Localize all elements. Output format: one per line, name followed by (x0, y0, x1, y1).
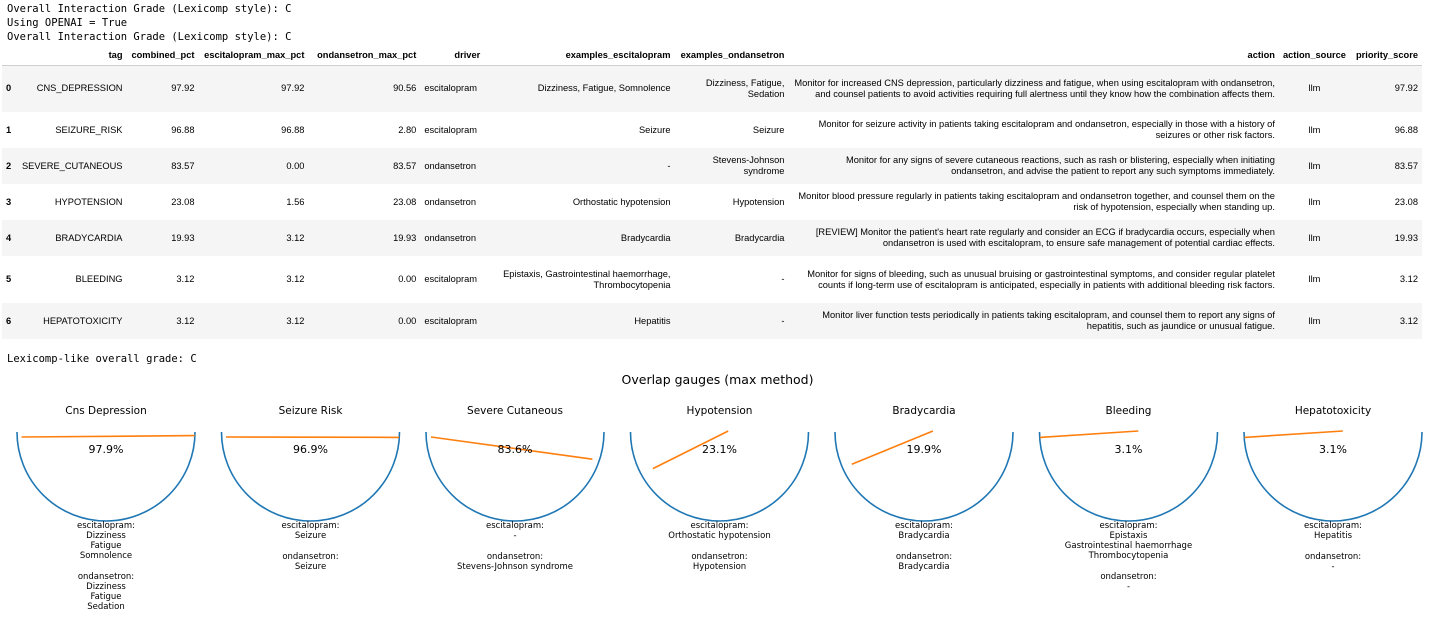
gauge-escitalopram-item: Hepatitis (1313, 531, 1353, 541)
cell-driver: escitalopram (424, 274, 478, 284)
cell-examples-escitalopram: Epistaxis, Gastrointestinal haemorrhage, Thrombocytopenia (503, 268, 671, 290)
gauge-ondansetron-header: ondansetron: (282, 552, 339, 562)
gauge-escitalopram-item: Seizure (294, 531, 327, 541)
column-header: action_source (1279, 45, 1350, 65)
gauge-escitalopram-header: escitalopram: (1303, 521, 1363, 531)
gauges-figure (0, 395, 1435, 617)
cell-examples-ondansetron: - (781, 274, 785, 284)
cell-examples-escitalopram: - (667, 160, 671, 171)
cell-driver: escitalopram (424, 124, 478, 135)
cell-action-source: llm (1308, 124, 1321, 135)
cell-tag: CNS_DEPRESSION (36, 83, 123, 94)
cell-escitalopram-max-pct: 3.12 (286, 315, 305, 326)
cell-examples-escitalopram: Orthostatic hypotension (572, 196, 671, 207)
cell-combined-pct: 19.93 (171, 232, 195, 243)
gauge-escitalopram-item: Thrombocytopenia (1088, 551, 1169, 561)
gauge-ondansetron-item: Seizure (294, 562, 327, 572)
cell-examples-ondansetron: Dizziness, Fatigue, Sedation (705, 77, 785, 99)
gauge-escitalopram-item: Dizziness (86, 531, 126, 541)
cell-examples-ondansetron: Seizure (752, 124, 785, 135)
column-header: tag (18, 45, 127, 65)
cell-tag: SEIZURE_RISK (55, 124, 123, 135)
cell-ondansetron-max-pct: 90.56 (393, 83, 417, 94)
cell-escitalopram-max-pct: 3.12 (286, 232, 305, 243)
cell-action: [REVIEW] Monitor the patient's heart rate regularly and consider an ECG if bradycardia occurs, especially when ondansetron is used with escitalopram, to ensure safe management of potential cardiac effects. (815, 227, 1275, 248)
cell-examples-ondansetron: Stevens-Johnson syndrome (712, 155, 785, 176)
column-header: examples_escitalopram (484, 45, 674, 65)
gauge-escitalopram-header: escitalopram: (76, 521, 136, 531)
gauge-escitalopram-header: escitalopram: (485, 521, 545, 531)
cell-examples-ondansetron: Hypotension (732, 196, 785, 207)
row-index: 0 (6, 83, 12, 94)
stdout-output (7, 2, 291, 44)
column-header: priority_score (1350, 45, 1422, 65)
gauge-title: Cns Depression (65, 405, 147, 417)
cell-examples-escitalopram: Seizure (638, 124, 671, 135)
cell-combined-pct: 83.57 (171, 160, 195, 171)
gauge-ondansetron-item: - (1331, 562, 1335, 572)
table-row (2, 303, 1422, 339)
cell-ondansetron-max-pct: 2.80 (398, 124, 417, 135)
gauge-ondansetron-header: ondansetron: (1100, 572, 1157, 582)
cell-ondansetron-max-pct: 19.93 (393, 232, 417, 243)
gauge-ondansetron-item: Hypotension (692, 562, 747, 572)
cell-action: Monitor for seizure activity in patients taking escitalopram and ondansetron, especially in those with a history of seizures or other risk factors. (818, 119, 1275, 140)
row-index: 3 (6, 196, 12, 207)
gauge-needle (1040, 431, 1138, 437)
row-index: 5 (6, 274, 12, 284)
gauges-figure-title: Overlap gauges (max method) (621, 372, 814, 387)
row-index: 2 (6, 160, 12, 171)
gauge-title: Seizure Risk (278, 405, 343, 417)
column-header: escitalopram_max_pct (198, 45, 308, 65)
gauge-ondansetron-item: Sedation (87, 602, 125, 612)
cell-tag: HEPATOTOXICITY (43, 315, 123, 326)
gauge-value-label: 96.9% (293, 443, 328, 456)
gauge-title: Bleeding (1105, 405, 1152, 417)
column-header: examples_ondansetron (675, 45, 789, 65)
cell-combined-pct: 97.92 (171, 83, 195, 94)
gauge-ondansetron-header: ondansetron: (691, 552, 748, 562)
cell-action: Monitor liver function tests periodically in patients taking escitalopram, and counsel them to report any signs of hepatitis, such as jaundice or unusual fatigue. (822, 310, 1275, 331)
cell-ondansetron-max-pct: 23.08 (393, 196, 417, 207)
cell-action-source: llm (1308, 160, 1321, 171)
column-header: action (788, 45, 1279, 65)
column-header: ondansetron_max_pct (308, 45, 420, 65)
cell-priority-score: 3.12 (1399, 315, 1418, 326)
cell-tag: SEVERE_CUTANEOUS (21, 160, 123, 171)
gauge-escitalopram-item: Fatigue (90, 541, 122, 551)
gauge-value-label: 23.1% (702, 443, 737, 456)
cell-combined-pct: 23.08 (171, 196, 195, 207)
index-header (2, 45, 18, 65)
gauge-ondansetron-item: Bradycardia (898, 562, 950, 572)
stdout-line: Using OPENAI = True (7, 17, 128, 29)
cell-action: Monitor for signs of bleeding, such as unusual bruising or gastrointestinal symptoms, and consider regular platelet counts if long-term use of escitalopram is anticipated, especially in patients with additional bleeding risk factors. (807, 268, 1275, 290)
stdout-line: Overall Interaction Grade (Lexicomp style): C (7, 31, 292, 43)
gauge-ondansetron-item: Stevens-Johnson syndrome (456, 562, 574, 572)
gauge-title: Bradycardia (892, 405, 956, 417)
cell-priority-score: 23.08 (1394, 196, 1418, 207)
gauge-value-label: 3.1% (1114, 443, 1143, 456)
gauge-title: Severe Cutaneous (467, 405, 563, 417)
cell-priority-score: 19.93 (1394, 232, 1418, 243)
cell-action-source: llm (1308, 274, 1321, 284)
table-row (2, 256, 1422, 303)
cell-tag: HYPOTENSION (54, 196, 123, 207)
row-index: 1 (6, 124, 12, 135)
gauge-escitalopram-item: - (513, 531, 517, 541)
cell-tag: BRADYCARDIA (55, 232, 123, 243)
gauge-escitalopram-header: escitalopram: (690, 521, 749, 531)
table-row (2, 220, 1422, 256)
cell-combined-pct: 3.12 (176, 274, 195, 284)
cell-escitalopram-max-pct: 96.88 (281, 124, 305, 135)
gauge-title: Hypotension (686, 405, 753, 417)
cell-examples-escitalopram: Hepatitis (634, 315, 671, 326)
column-header: driver (420, 45, 484, 65)
cell-action: Monitor for any signs of severe cutaneous reactions, such as rash or blistering, especially when initiating ondansetron, and advise the patient to report any such symptoms immediately. (846, 155, 1275, 176)
stdout-line: Overall Interaction Grade (Lexicomp style): C (7, 3, 292, 15)
gauge-escitalopram-header: escitalopram: (1099, 521, 1158, 531)
cell-examples-ondansetron: Bradycardia (734, 232, 785, 243)
cell-examples-escitalopram: Bradycardia (620, 232, 671, 243)
gauge-title: Hepatotoxicity (1294, 405, 1372, 417)
gauge-escitalopram-item: Bradycardia (898, 531, 950, 541)
gauge-escitalopram-header: escitalopram: (281, 521, 340, 531)
gauge-ondansetron-item: Fatigue (90, 592, 122, 602)
cell-tag: BLEEDING (75, 274, 123, 284)
cell-combined-pct: 3.12 (176, 315, 195, 326)
table-row (2, 65, 1422, 112)
gauge-escitalopram-item: Orthostatic hypotension (668, 531, 771, 541)
cell-action: Monitor blood pressure regularly in patients taking escitalopram and ondansetron together, and counsel them on the risk of hypotension, especially when standing up. (798, 191, 1275, 212)
gauge-ondansetron-header: ondansetron: (895, 552, 953, 562)
gauge-value-label: 97.9% (88, 443, 124, 456)
column-header: combined_pct (127, 45, 199, 65)
gauge-needle (22, 436, 195, 437)
table-header-row (2, 45, 1422, 65)
cell-ondansetron-max-pct: 83.57 (393, 160, 417, 171)
cell-action-source: llm (1308, 232, 1321, 243)
cell-escitalopram-max-pct: 3.12 (286, 274, 305, 284)
gauge-ondansetron-header: ondansetron: (77, 572, 135, 582)
gauge-value-label: 83.6% (497, 443, 533, 456)
cell-ondansetron-max-pct: 0.00 (398, 315, 417, 326)
gauge-value-label: 19.9% (906, 443, 942, 456)
cell-combined-pct: 96.88 (171, 124, 195, 135)
interaction-dataframe (2, 45, 1422, 339)
cell-escitalopram-max-pct: 97.92 (281, 83, 305, 94)
cell-action-source: llm (1308, 315, 1321, 326)
row-index: 6 (6, 315, 12, 326)
gauge-value-label: 3.1% (1319, 443, 1347, 456)
table-row (2, 184, 1422, 220)
cell-action-source: llm (1308, 83, 1321, 94)
cell-priority-score: 83.57 (1394, 160, 1418, 171)
cell-action: Monitor for increased CNS depression, particularly dizziness and fatigue, when using escitalopram with ondansetron, and counsel patients to avoid activities requiring full alertness until they know how the combination affects them. (794, 77, 1275, 99)
gauge-ondansetron-header: ondansetron: (1304, 552, 1362, 562)
gauge-escitalopram-item: Somnolence (79, 551, 133, 561)
overall-grade-output: Lexicomp-like overall grade: C (7, 353, 197, 365)
table-row (2, 148, 1422, 184)
cell-priority-score: 3.12 (1399, 274, 1418, 284)
cell-priority-score: 97.92 (1394, 83, 1418, 94)
gauge-escitalopram-item: Gastrointestinal haemorrhage (1064, 541, 1193, 551)
gauge-ondansetron-item: Dizziness (86, 582, 126, 592)
cell-driver: ondansetron (424, 160, 477, 171)
table-row (2, 112, 1422, 148)
gauge-escitalopram-header: escitalopram: (894, 521, 954, 531)
gauge-escitalopram-item: Epistaxis (1109, 531, 1148, 541)
cell-examples-ondansetron: - (781, 315, 785, 326)
cell-examples-escitalopram: Dizziness, Fatigue, Somnolence (537, 83, 671, 94)
cell-driver: ondansetron (424, 196, 477, 207)
cell-driver: ondansetron (424, 232, 477, 243)
row-index: 4 (6, 232, 12, 243)
cell-driver: escitalopram (424, 83, 478, 94)
cell-driver: escitalopram (424, 315, 478, 326)
gauge-needle (1244, 431, 1342, 437)
gauge-ondansetron-item: - (1126, 582, 1131, 592)
cell-escitalopram-max-pct: 0.00 (286, 160, 305, 171)
cell-escitalopram-max-pct: 1.56 (286, 196, 305, 207)
cell-priority-score: 96.88 (1394, 124, 1418, 135)
gauge-ondansetron-header: ondansetron: (486, 552, 544, 562)
cell-ondansetron-max-pct: 0.00 (398, 274, 417, 284)
cell-action-source: llm (1308, 196, 1321, 207)
